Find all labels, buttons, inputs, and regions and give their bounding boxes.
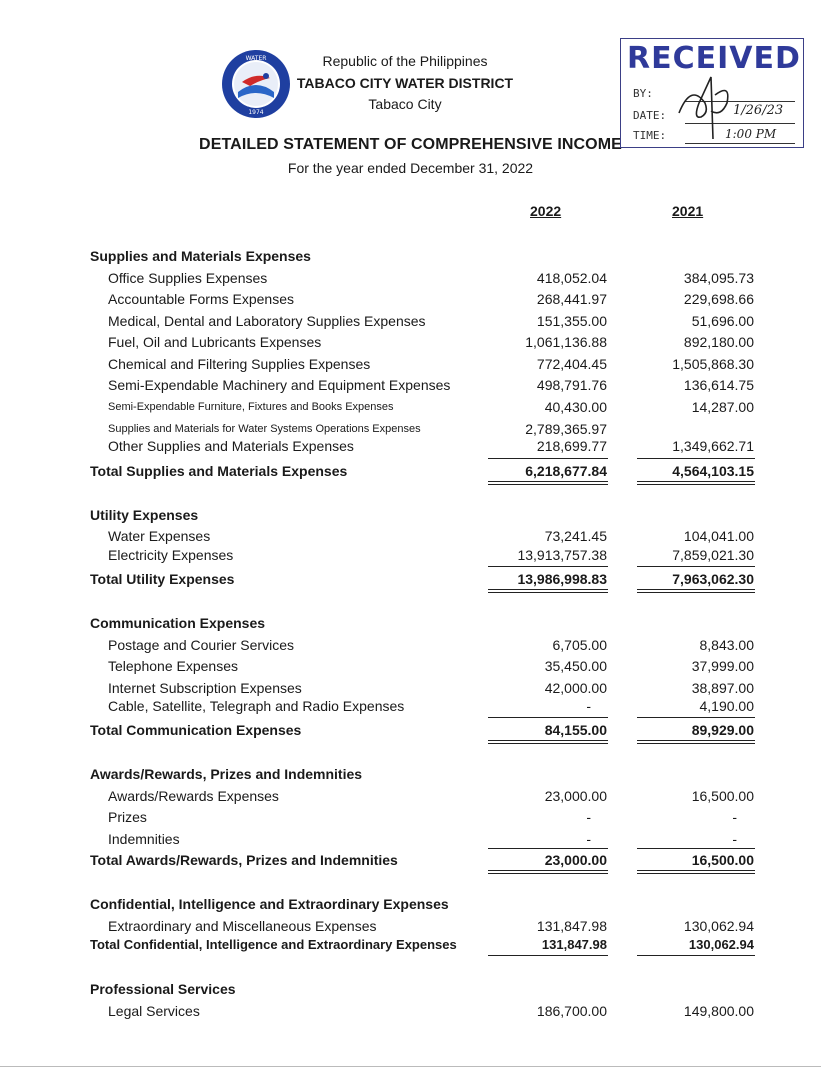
stamp-by-label: BY: xyxy=(633,87,653,100)
row-label: Water Expenses xyxy=(108,528,211,544)
section-confidential xyxy=(0,896,821,916)
value-2021: 136,614.75 xyxy=(683,377,754,393)
received-stamp xyxy=(620,38,804,148)
stamp-time-value: 1:00 PM xyxy=(725,127,777,141)
row-label: Cable, Satellite, Telegraph and Radio Expenses xyxy=(108,698,405,714)
total-row xyxy=(0,571,821,591)
value-2022: 73,241.45 xyxy=(544,528,607,544)
value-2022: - xyxy=(586,698,591,714)
value-2021: 89,929.00 xyxy=(691,722,754,738)
table-row xyxy=(0,334,821,354)
value-2021: 7,963,062.30 xyxy=(672,571,754,587)
column-2022: 2022 xyxy=(530,203,562,219)
row-label: Total Confidential, Intelligence and Extraordinary Expenses xyxy=(90,937,457,952)
section-professional xyxy=(0,981,821,1001)
value-2021: 14,287.00 xyxy=(691,399,754,415)
svg-text:1974: 1974 xyxy=(248,109,264,116)
total-row xyxy=(0,463,821,483)
value-2022: 13,986,998.83 xyxy=(517,571,607,587)
statement-title: DETAILED STATEMENT OF COMPREHENSIVE INCOME xyxy=(199,136,622,153)
value-2022: 151,355.00 xyxy=(536,313,607,329)
table-row xyxy=(0,788,821,808)
value-2021: 7,859,021.30 xyxy=(672,547,754,563)
value-2021: 892,180.00 xyxy=(683,334,754,350)
value-2022: - xyxy=(586,809,591,825)
stamp-title: RECEIVED xyxy=(627,41,801,76)
row-label: Telephone Expenses xyxy=(108,658,238,674)
value-2021: 51,696.00 xyxy=(691,313,754,329)
value-2022: 23,000.00 xyxy=(544,852,607,868)
value-2021: 16,500.00 xyxy=(691,788,754,804)
total-row xyxy=(0,722,821,742)
value-2022: 186,700.00 xyxy=(536,1003,607,1019)
table-row xyxy=(0,356,821,376)
value-2022: 418,052.04 xyxy=(536,270,607,286)
row-label: Awards/Rewards Expenses xyxy=(108,788,279,804)
row-label: Semi-Expendable Machinery and Equipment Expenses xyxy=(108,377,451,393)
row-label: Supplies and Materials Expenses xyxy=(90,248,311,264)
row-label: Total Supplies and Materials Expenses xyxy=(90,463,348,479)
row-label: Office Supplies Expenses xyxy=(108,270,268,286)
table-row xyxy=(0,438,821,458)
value-2022: 35,450.00 xyxy=(544,658,607,674)
value-2022: 498,791.76 xyxy=(536,377,607,393)
row-label: Professional Services xyxy=(90,981,236,997)
value-2022: 218,699.77 xyxy=(536,438,607,454)
value-2022: 13,913,757.38 xyxy=(517,547,607,563)
section-awards xyxy=(0,766,821,786)
value-2021: 149,800.00 xyxy=(683,1003,754,1019)
value-2021: 1,349,662.71 xyxy=(672,438,754,454)
table-row xyxy=(0,658,821,678)
row-label: Awards/Rewards, Prizes and Indemnities xyxy=(90,766,363,782)
row-label: Supplies and Materials for Water Systems Operations Expenses xyxy=(108,423,421,435)
value-2022: 772,404.45 xyxy=(536,356,607,372)
value-2021: 38,897.00 xyxy=(691,680,754,696)
row-label: Medical, Dental and Laboratory Supplies Expenses xyxy=(108,313,426,329)
value-2022: 1,061,136.88 xyxy=(525,334,607,350)
table-row xyxy=(0,270,821,290)
value-2022: 2,789,365.97 xyxy=(525,421,607,437)
table-row xyxy=(0,918,821,938)
row-label: Total Utility Expenses xyxy=(90,571,235,587)
value-2022: 268,441.97 xyxy=(536,291,607,307)
value-2021: 229,698.66 xyxy=(683,291,754,307)
page-bottom-divider xyxy=(0,1066,821,1067)
value-2022: - xyxy=(586,831,591,847)
svg-text:WATER: WATER xyxy=(245,55,267,62)
value-2021: - xyxy=(732,809,737,825)
value-2022: 84,155.00 xyxy=(544,722,607,738)
section-communication xyxy=(0,615,821,635)
total-row xyxy=(0,937,821,957)
table-row xyxy=(0,313,821,333)
row-label: Other Supplies and Materials Expenses xyxy=(108,438,354,454)
table-row xyxy=(0,547,821,567)
section-supplies xyxy=(0,248,821,268)
table-row xyxy=(0,809,821,829)
stamp-date-label: DATE: xyxy=(633,109,667,122)
table-row xyxy=(0,680,821,700)
table-row xyxy=(0,291,821,311)
value-2021: 4,564,103.15 xyxy=(672,463,754,479)
row-label: Utility Expenses xyxy=(90,507,199,523)
table-row xyxy=(0,637,821,657)
value-2021: 104,041.00 xyxy=(683,528,754,544)
column-2021: 2021 xyxy=(672,203,704,219)
row-label: Total Awards/Rewards, Prizes and Indemnities xyxy=(90,852,398,868)
row-label: Chemical and Filtering Supplies Expenses xyxy=(108,356,371,372)
value-2022: 42,000.00 xyxy=(544,680,607,696)
row-label: Internet Subscription Expenses xyxy=(108,680,302,696)
row-label: Semi-Expendable Furniture, Fixtures and Books Expenses xyxy=(108,401,394,413)
value-2022: 131,847.98 xyxy=(536,918,607,934)
row-label: Electricity Expenses xyxy=(108,547,234,563)
row-label: Accountable Forms Expenses xyxy=(108,291,294,307)
row-label: Postage and Courier Services xyxy=(108,637,294,653)
value-2022: 40,430.00 xyxy=(544,399,607,415)
stamp-date-value: 1/26/23 xyxy=(733,103,784,118)
row-label: Total Communication Expenses xyxy=(90,722,302,738)
value-2021: 1,505,868.30 xyxy=(672,356,754,372)
section-utility xyxy=(0,507,821,527)
stamp-time-label: TIME: xyxy=(633,129,667,142)
row-label: Legal Services xyxy=(108,1003,200,1019)
row-label: Extraordinary and Miscellaneous Expenses xyxy=(108,918,377,934)
row-label: Confidential, Intelligence and Extraordinary Expenses xyxy=(90,896,449,912)
value-2021: 4,190.00 xyxy=(699,698,754,714)
header-district-name: TABACO CITY WATER DISTRICT xyxy=(296,75,514,91)
table-row xyxy=(0,377,821,397)
value-2021: 384,095.73 xyxy=(683,270,754,286)
value-2021: 37,999.00 xyxy=(691,658,754,674)
value-2021: 16,500.00 xyxy=(691,852,754,868)
table-row xyxy=(0,399,821,419)
value-2021: 8,843.00 xyxy=(699,637,754,653)
value-2022: 23,000.00 xyxy=(544,788,607,804)
value-2022: 6,705.00 xyxy=(552,637,607,653)
value-2021: 130,062.94 xyxy=(683,918,754,934)
row-label: Fuel, Oil and Lubricants Expenses xyxy=(108,334,322,350)
value-2022: 6,218,677.84 xyxy=(525,463,607,479)
value-2022: 131,847.98 xyxy=(541,937,607,952)
row-label: Prizes xyxy=(108,809,147,825)
header-country: Republic of the Philippines xyxy=(322,53,488,69)
table-row xyxy=(0,528,821,548)
value-2021: 130,062.94 xyxy=(688,937,754,952)
value-2021: - xyxy=(732,831,737,847)
row-label: Communication Expenses xyxy=(90,615,266,631)
statement-period: For the year ended December 31, 2022 xyxy=(287,160,534,176)
header-city: Tabaco City xyxy=(368,96,442,112)
table-row xyxy=(0,698,821,718)
row-label: Indemnities xyxy=(108,831,180,847)
table-row xyxy=(0,1003,821,1023)
total-row xyxy=(0,852,821,872)
